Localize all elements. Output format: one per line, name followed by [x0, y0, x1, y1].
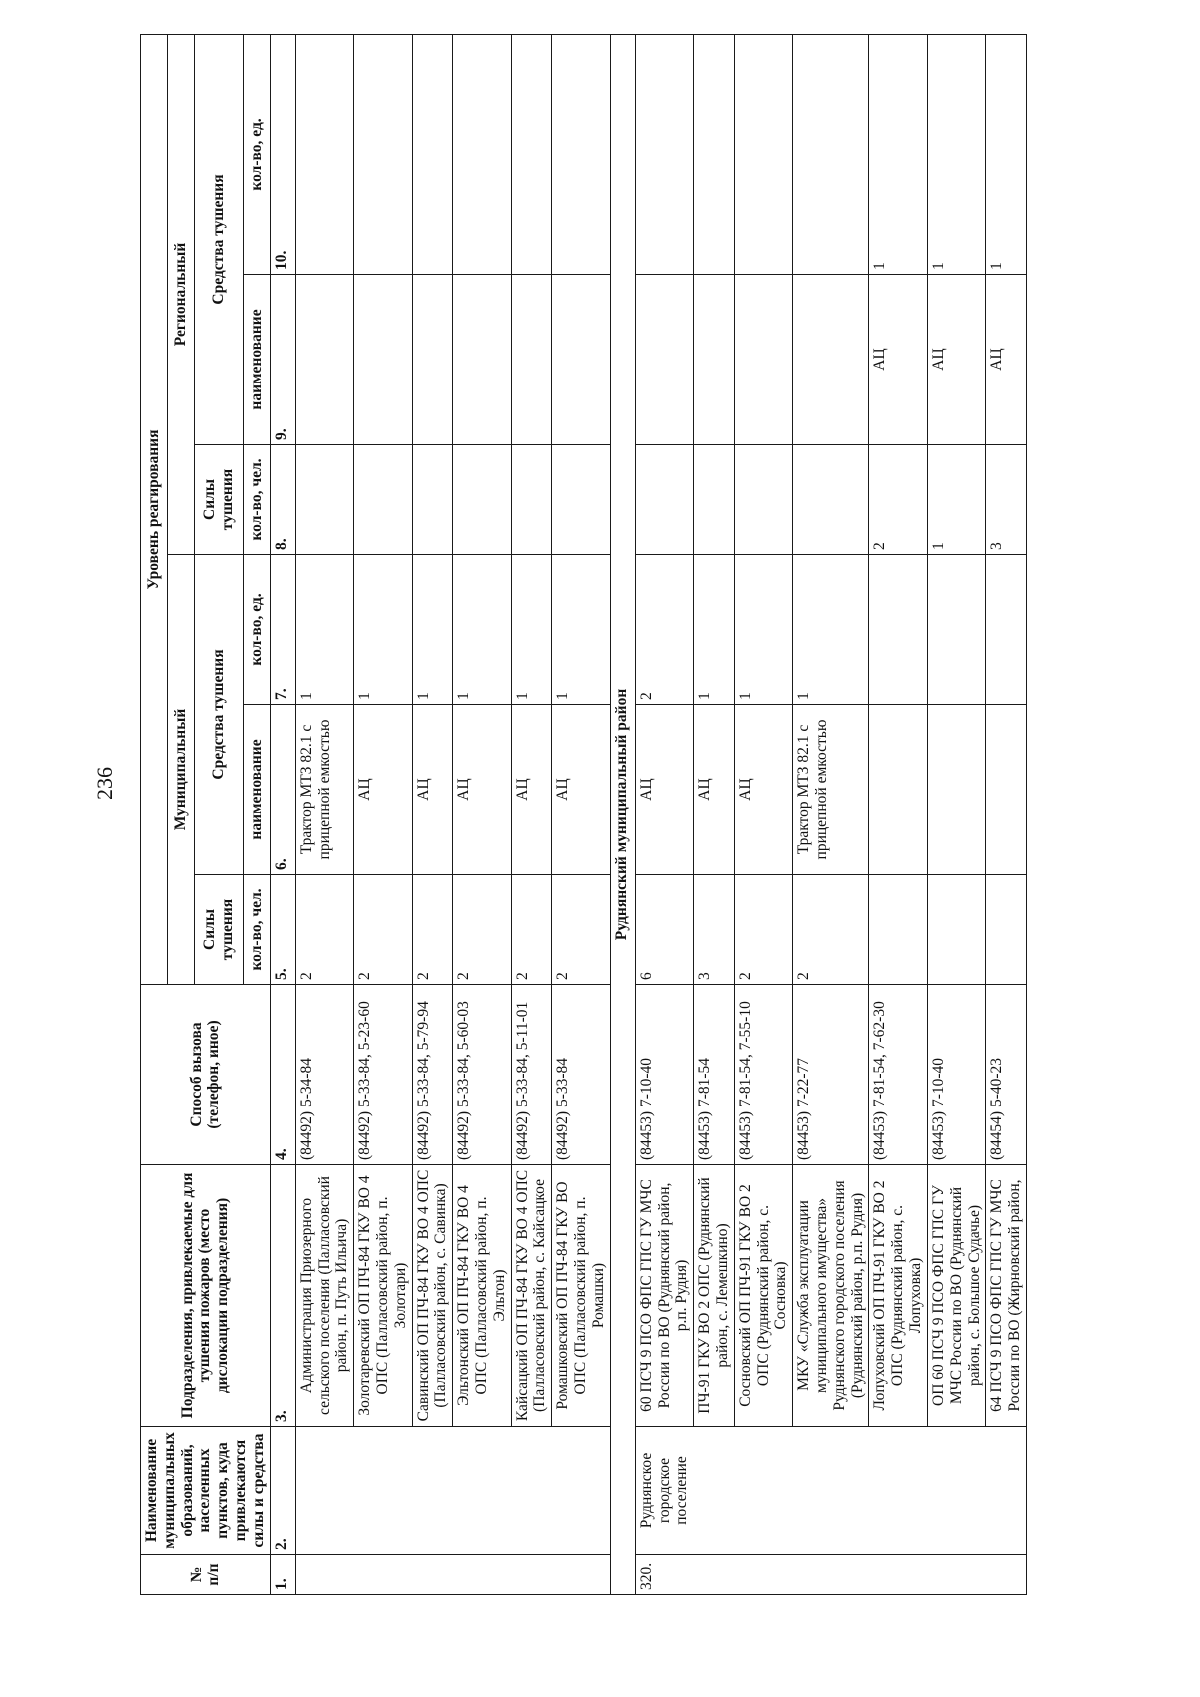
cell-m-name: АЦ	[734, 705, 792, 875]
cell-r-name	[511, 275, 552, 445]
cell-r-name: АЦ	[927, 275, 985, 445]
cell-r-qty	[453, 34, 511, 274]
cell-m-people: 2	[793, 875, 869, 985]
cell-call: (84492) 5-33-84	[552, 985, 610, 1165]
cell-m-qty: 1	[295, 555, 353, 705]
cell-r-qty: 1	[927, 34, 985, 274]
cell-r-name	[694, 275, 735, 445]
header-name-r: наименование	[243, 275, 270, 445]
cell-r-qty	[694, 34, 735, 274]
header-qty-units-m: кол-во, ед.	[243, 555, 270, 705]
cell-call: (84492) 5-33-84, 5-11-01	[511, 985, 552, 1165]
cell-r-qty	[635, 34, 693, 274]
cell-unit: Эльтонский ОП ПЧ-84 ГКУ ВО 4 ОПС (Палласовский район, п. Эльтон)	[453, 1165, 511, 1427]
cell-unit: Сосновский ОП ПЧ-91 ГКУ ВО 2 ОПС (Руднянский район, с. Сосновка)	[734, 1165, 792, 1427]
cell-m-people	[927, 875, 985, 985]
header-regional: Региональный	[168, 34, 195, 554]
header-units: Подразделения, привлекаемые для тушения пожаров (место дислокации подразделения)	[141, 1165, 271, 1427]
cell-m-name	[986, 705, 1027, 875]
page-number: 236	[92, 767, 117, 800]
table-row	[734, 34, 792, 1594]
cell-m-people: 2	[734, 875, 792, 985]
header-no: № п/п	[141, 1555, 271, 1595]
cell-unit: ОП 60 ПСЧ 9 ПСО ФПС ГПС ГУ МЧС России по ВО (Руднянский район, с. Большое Судачье)	[927, 1165, 985, 1427]
cell-no: 320.	[635, 1555, 1026, 1595]
header-means-r: Средства тушения	[195, 34, 243, 444]
cell-r-people	[552, 445, 610, 555]
cell-m-qty: 2	[635, 555, 693, 705]
header-municipal: Муниципальный	[168, 555, 195, 985]
table-row	[412, 34, 453, 1594]
cell-call: (84453) 7-81-54	[694, 985, 735, 1165]
cell-m-qty: 1	[793, 555, 869, 705]
cell-r-qty	[734, 34, 792, 274]
district-row	[610, 34, 635, 1594]
rotated-table-sheet	[140, 35, 1180, 1595]
table-row	[793, 34, 869, 1594]
cell-r-qty	[295, 34, 353, 274]
cell-no	[295, 1555, 610, 1595]
cell-r-people	[734, 445, 792, 555]
cell-unit: 64 ПСЧ 9 ПСО ФПС ГПС ГУ МЧС России по ВО (Жирновский район,	[986, 1165, 1027, 1427]
cell-r-name: АЦ	[986, 275, 1027, 445]
cell-m-people	[986, 875, 1027, 985]
table-row	[869, 34, 927, 1594]
cell-call: (84454) 5-40-23	[986, 985, 1027, 1165]
table-row	[354, 34, 412, 1594]
table-row	[635, 34, 693, 1594]
cell-m-people: 2	[354, 875, 412, 985]
header-municipality: Наименование муниципальных образований, населенных пунктов, куда привлекаются силы и средства	[141, 1427, 271, 1555]
cell-m-qty	[986, 555, 1027, 705]
cell-call: (84453) 7-22-77	[793, 985, 869, 1165]
cell-m-name: АЦ	[511, 705, 552, 875]
col-number: 4.	[270, 985, 295, 1165]
cell-unit: Ромашковский ОП ПЧ-84 ГКУ ВО ОПС (Палласовский район, п. Ромашки)	[552, 1165, 610, 1427]
cell-call: (84492) 5-34-84	[295, 985, 353, 1165]
cell-m-qty: 1	[354, 555, 412, 705]
table-row	[552, 34, 610, 1594]
cell-m-qty	[869, 555, 927, 705]
table-row	[453, 34, 511, 1594]
header-name-m: наименование	[243, 705, 270, 875]
header-forces-r: Силы тушения	[195, 445, 243, 555]
cell-unit: Савинский ОП ПЧ-84 ГКУ ВО 4 ОПС (Палласовский район, с. Савинка)	[412, 1165, 453, 1427]
cell-m-name	[927, 705, 985, 875]
cell-call: (84492) 5-33-84, 5-60-03	[453, 985, 511, 1165]
cell-r-qty: 1	[986, 34, 1027, 274]
cell-m-people: 6	[635, 875, 693, 985]
cell-m-name: АЦ	[354, 705, 412, 875]
cell-m-name: АЦ	[694, 705, 735, 875]
col-number: 2.	[270, 1427, 295, 1555]
table-row	[694, 34, 735, 1594]
table-row	[986, 34, 1027, 1594]
header-level: Уровень реагирования	[141, 34, 168, 984]
cell-r-name	[354, 275, 412, 445]
cell-r-name	[453, 275, 511, 445]
cell-r-name	[635, 275, 693, 445]
col-number: 3.	[270, 1165, 295, 1427]
cell-m-people: 3	[694, 875, 735, 985]
district-title: Руднянский муниципальный район	[610, 34, 635, 1594]
cell-r-qty	[412, 34, 453, 274]
cell-r-qty	[793, 34, 869, 274]
cell-unit: Лопуховский ОП ПЧ-91 ГКУ ВО 2 ОПС (Руднянский район, с. Лопуховка)	[869, 1165, 927, 1427]
header-call: Способ вызова (телефон, иное)	[141, 985, 271, 1165]
cell-call: (84453) 7-81-54, 7-62-30	[869, 985, 927, 1165]
cell-municipality	[295, 1427, 610, 1555]
cell-r-people	[412, 445, 453, 555]
cell-unit: Администрация Приозерного сельского поселения (Палласовский район, п. Путь Ильича)	[295, 1165, 353, 1427]
cell-r-people	[511, 445, 552, 555]
cell-m-qty: 1	[412, 555, 453, 705]
cell-r-people	[793, 445, 869, 555]
header-qty-people-m: кол-во, чел.	[243, 875, 270, 985]
cell-r-people	[635, 445, 693, 555]
cell-unit: Золотаревский ОП ПЧ-84 ГКУ ВО 4 ОПС (Палласовский район, п. Золотари)	[354, 1165, 412, 1427]
col-number: 9.	[270, 275, 295, 445]
col-number: 10.	[270, 34, 295, 274]
cell-unit: Кайсацкий ОП ПЧ-84 ГКУ ВО 4 ОПС (Палласовский район, с. Кайсацкое	[511, 1165, 552, 1427]
cell-m-name: Трактор МТЗ 82.1 с прицепной емкостью	[295, 705, 353, 875]
cell-r-people: 3	[986, 445, 1027, 555]
cell-m-name: АЦ	[412, 705, 453, 875]
cell-m-people	[869, 875, 927, 985]
cell-m-qty: 1	[694, 555, 735, 705]
table-row	[511, 34, 552, 1594]
response-table	[140, 34, 1027, 1595]
cell-r-name: АЦ	[869, 275, 927, 445]
col-number: 6.	[270, 705, 295, 875]
cell-m-name: Трактор МТЗ 82.1 с прицепной емкостью	[793, 705, 869, 875]
cell-m-people: 2	[552, 875, 610, 985]
column-number-row	[270, 34, 295, 1594]
cell-m-people: 2	[511, 875, 552, 985]
header-forces-m: Силы тушения	[195, 875, 243, 985]
cell-m-people: 2	[453, 875, 511, 985]
cell-m-qty: 1	[511, 555, 552, 705]
cell-unit: 60 ПСЧ 9 ПСО ФПС ГПС ГУ МЧС России по ВО (Руднянский район, р.п. Рудня)	[635, 1165, 693, 1427]
cell-r-name	[412, 275, 453, 445]
cell-unit: МКУ «Служба эксплуатации муниципального имущества» Руднянского городского поселения (Руднянский район, р.п. Рудня)	[793, 1165, 869, 1427]
table-row	[295, 34, 353, 1594]
cell-call: (84492) 5-33-84, 5-79-94	[412, 985, 453, 1165]
cell-m-name	[869, 705, 927, 875]
header-means-m: Средства тушения	[195, 555, 243, 875]
cell-call: (84453) 7-10-40	[927, 985, 985, 1165]
cell-r-people	[453, 445, 511, 555]
cell-r-people	[694, 445, 735, 555]
cell-r-name	[552, 275, 610, 445]
table-row	[927, 34, 985, 1594]
cell-m-name: АЦ	[552, 705, 610, 875]
cell-m-qty	[927, 555, 985, 705]
cell-m-name: АЦ	[635, 705, 693, 875]
cell-call: (84453) 7-10-40	[635, 985, 693, 1165]
cell-r-name	[295, 275, 353, 445]
cell-r-qty: 1	[869, 34, 927, 274]
col-number: 1.	[270, 1555, 295, 1595]
cell-r-people	[354, 445, 412, 555]
cell-municipality: Руднянское городское поселение	[635, 1427, 1026, 1555]
cell-r-name	[793, 275, 869, 445]
col-number: 7.	[270, 555, 295, 705]
cell-unit: ПЧ-91 ГКУ ВО 2 ОПС (Руднянский район, с. Лемешкино)	[694, 1165, 735, 1427]
cell-r-qty	[511, 34, 552, 274]
cell-m-qty: 1	[734, 555, 792, 705]
cell-m-qty: 1	[552, 555, 610, 705]
header-qty-people-r: кол-во, чел.	[243, 445, 270, 555]
cell-m-people: 2	[412, 875, 453, 985]
cell-call: (84453) 7-81-54, 7-55-10	[734, 985, 792, 1165]
cell-r-name	[734, 275, 792, 445]
cell-m-people: 2	[295, 875, 353, 985]
cell-m-qty: 1	[453, 555, 511, 705]
col-number: 5.	[270, 875, 295, 985]
cell-r-people	[295, 445, 353, 555]
cell-r-qty	[552, 34, 610, 274]
cell-call: (84492) 5-33-84, 5-23-60	[354, 985, 412, 1165]
cell-r-qty	[354, 34, 412, 274]
cell-m-name: АЦ	[453, 705, 511, 875]
cell-r-people: 1	[927, 445, 985, 555]
cell-r-people: 2	[869, 445, 927, 555]
col-number: 8.	[270, 445, 295, 555]
header-qty-units-r: кол-во, ед.	[243, 34, 270, 274]
